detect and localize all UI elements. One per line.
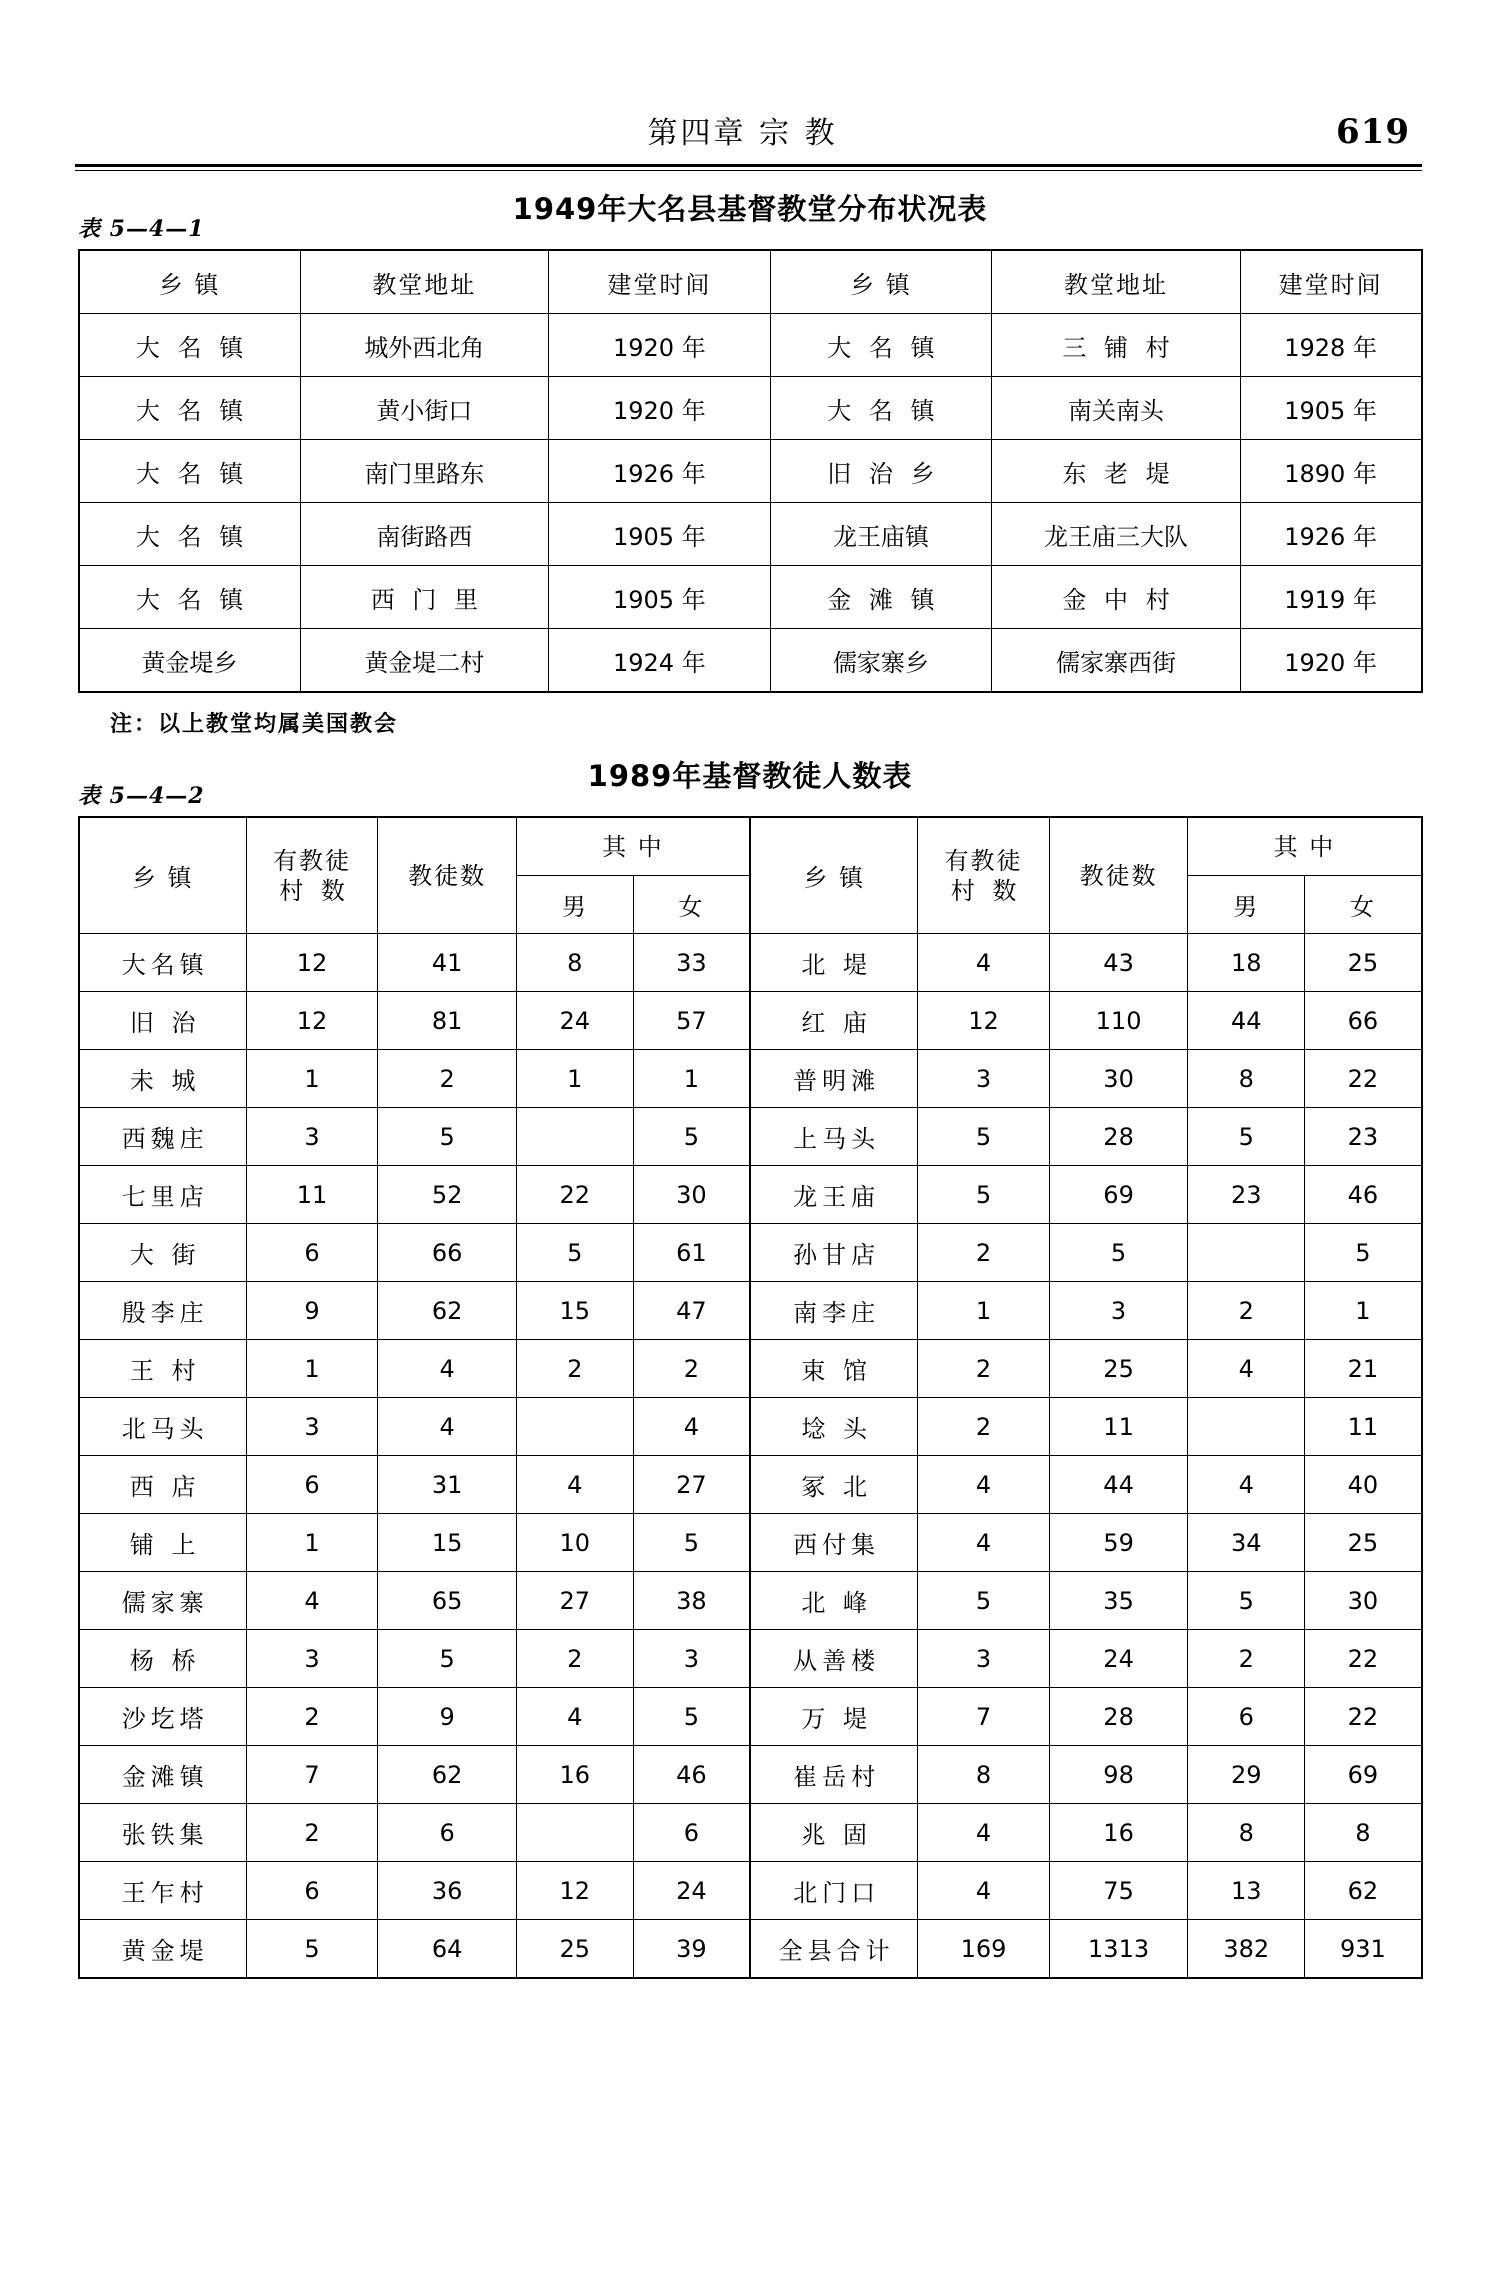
cell-town-right: 普明滩 (750, 1050, 918, 1108)
cell-male-right: 6 (1188, 1688, 1305, 1746)
col-town-1: 乡 镇 (79, 250, 301, 314)
cell-town-right: 北 峰 (750, 1572, 918, 1630)
cell-year-right: 1928 年 (1240, 314, 1421, 377)
cell-female-right: 11 (1305, 1398, 1422, 1456)
cell-town-left: 王乍村 (79, 1862, 247, 1920)
cell-believers-left: 31 (378, 1456, 517, 1514)
table-row (79, 1804, 1422, 1862)
cell-believers-left: 4 (378, 1398, 517, 1456)
cell-villages-left: 12 (246, 992, 377, 1050)
cell-male-right (1188, 1224, 1305, 1282)
cell-town-right: 大 名 镇 (770, 314, 992, 377)
table-row (79, 1108, 1422, 1166)
cell-villages-right: 5 (918, 1166, 1049, 1224)
cell-female-right: 22 (1305, 1630, 1422, 1688)
cell-female-left: 24 (633, 1862, 750, 1920)
cell-town-left: 西 店 (79, 1456, 247, 1514)
cell-male-right: 2 (1188, 1630, 1305, 1688)
cell-female-left: 39 (633, 1920, 750, 1979)
table-row (79, 1166, 1422, 1224)
cell-villages-left: 3 (246, 1108, 377, 1166)
cell-year-left: 1926 年 (549, 440, 771, 503)
cell-male-left: 4 (516, 1456, 633, 1514)
cell-believers-right: 44 (1049, 1456, 1188, 1514)
cell-villages-left: 6 (246, 1224, 377, 1282)
cell-villages-left: 1 (246, 1050, 377, 1108)
cell-female-left: 38 (633, 1572, 750, 1630)
cell-town-right: 龙王庙镇 (770, 503, 992, 566)
table-row (79, 1282, 1422, 1340)
cell-town-right: 束 馆 (750, 1340, 918, 1398)
header-divider (75, 164, 1422, 171)
cell-town-right: 冢 北 (750, 1456, 918, 1514)
table-row (79, 992, 1422, 1050)
cell-male-left: 1 (516, 1050, 633, 1108)
cell-believers-right: 69 (1049, 1166, 1188, 1224)
cell-year-left: 1905 年 (549, 503, 771, 566)
cell-villages-left: 3 (246, 1630, 377, 1688)
table-row (79, 440, 1422, 503)
cell-believers-right: 3 (1049, 1282, 1188, 1340)
cell-villages-left: 2 (246, 1804, 377, 1862)
cell-villages-right: 4 (918, 1862, 1049, 1920)
cell-believers-left: 81 (378, 992, 517, 1050)
cell-female-left: 46 (633, 1746, 750, 1804)
table-row (79, 314, 1422, 377)
cell-address-left: 黄金堤二村 (300, 629, 548, 693)
cell-believers-right: 59 (1049, 1514, 1188, 1572)
cell-address-left: 南门里路东 (300, 440, 548, 503)
table-1949-church-distribution (78, 249, 1423, 693)
cell-female-right: 1 (1305, 1282, 1422, 1340)
cell-town-right: 上马头 (750, 1108, 918, 1166)
cell-year-right: 1919 年 (1240, 566, 1421, 629)
cell-town-left: 旧 治 (79, 992, 247, 1050)
cell-believers-left: 66 (378, 1224, 517, 1282)
cell-town-right: 北门口 (750, 1862, 918, 1920)
table-header-row-top (79, 817, 1422, 876)
cell-villages-left: 11 (246, 1166, 377, 1224)
cell-villages-left: 9 (246, 1282, 377, 1340)
cell-believers-right: 16 (1049, 1804, 1188, 1862)
cell-villages-right: 5 (918, 1572, 1049, 1630)
cell-address-left: 黄小街口 (300, 377, 548, 440)
table-row (79, 1050, 1422, 1108)
cell-female-right: 62 (1305, 1862, 1422, 1920)
cell-year-right: 1890 年 (1240, 440, 1421, 503)
cell-villages-left: 2 (246, 1688, 377, 1746)
cell-male-right: 4 (1188, 1340, 1305, 1398)
cell-town-right: 大 名 镇 (770, 377, 992, 440)
cell-villages-left: 1 (246, 1514, 377, 1572)
cell-believers-right: 24 (1049, 1630, 1188, 1688)
cell-female-right: 22 (1305, 1688, 1422, 1746)
table-row (79, 1862, 1422, 1920)
table-row (79, 1456, 1422, 1514)
cell-male-right: 29 (1188, 1746, 1305, 1804)
cell-male-left: 8 (516, 934, 633, 992)
cell-town-left: 张铁集 (79, 1804, 247, 1862)
cell-address-right: 龙王庙三大队 (992, 503, 1240, 566)
cell-villages-right: 3 (918, 1050, 1049, 1108)
cell-villages-right: 8 (918, 1746, 1049, 1804)
cell-female-right: 21 (1305, 1340, 1422, 1398)
cell-town-left: 黄金堤乡 (79, 629, 301, 693)
cell-town-left: 西魏庄 (79, 1108, 247, 1166)
cell-believers-right: 28 (1049, 1108, 1188, 1166)
cell-male-left: 12 (516, 1862, 633, 1920)
cell-town-right: 从善楼 (750, 1630, 918, 1688)
cell-female-right: 69 (1305, 1746, 1422, 1804)
cell-female-left: 1 (633, 1050, 750, 1108)
cell-address-left: 南街路西 (300, 503, 548, 566)
cell-female-left: 6 (633, 1804, 750, 1862)
cell-female-right: 22 (1305, 1050, 1422, 1108)
cell-town-left: 北马头 (79, 1398, 247, 1456)
cell-male-left (516, 1108, 633, 1166)
cell-town-right: 埝 头 (750, 1398, 918, 1456)
cell-villages-left: 4 (246, 1572, 377, 1630)
cell-female-left: 47 (633, 1282, 750, 1340)
cell-male-left: 22 (516, 1166, 633, 1224)
cell-believers-right: 30 (1049, 1050, 1188, 1108)
cell-female-left: 5 (633, 1688, 750, 1746)
cell-believers-left: 6 (378, 1804, 517, 1862)
cell-believers-right: 110 (1049, 992, 1188, 1050)
cell-male-right: 5 (1188, 1572, 1305, 1630)
cell-believers-left: 62 (378, 1282, 517, 1340)
cell-believers-right: 28 (1049, 1688, 1188, 1746)
cell-believers-left: 65 (378, 1572, 517, 1630)
table-row (79, 629, 1422, 693)
col-believers-right: 教徒数 (1049, 817, 1188, 934)
cell-town-right: 万 堤 (750, 1688, 918, 1746)
cell-town-left: 大 街 (79, 1224, 247, 1282)
cell-town-left: 铺 上 (79, 1514, 247, 1572)
cell-villages-left: 12 (246, 934, 377, 992)
cell-address-right: 三 铺 村 (992, 314, 1240, 377)
cell-male-left (516, 1804, 633, 1862)
cell-address-right: 东 老 堤 (992, 440, 1240, 503)
cell-villages-right: 2 (918, 1340, 1049, 1398)
cell-female-left: 2 (633, 1340, 750, 1398)
cell-male-left: 4 (516, 1688, 633, 1746)
cell-believers-right: 98 (1049, 1746, 1188, 1804)
cell-town-left: 七里店 (79, 1166, 247, 1224)
col-town-left: 乡 镇 (79, 817, 247, 934)
cell-believers-right: 75 (1049, 1862, 1188, 1920)
cell-town-right: 兆 固 (750, 1804, 918, 1862)
table-header-row (79, 250, 1422, 314)
cell-villages-right: 3 (918, 1630, 1049, 1688)
table1-code: 表 5—4—1 (78, 216, 205, 242)
cell-believers-left: 64 (378, 1920, 517, 1979)
cell-male-left (516, 1398, 633, 1456)
cell-villages-right: 4 (918, 934, 1049, 992)
table-row (79, 1398, 1422, 1456)
cell-villages-right: 5 (918, 1108, 1049, 1166)
table-row (79, 1340, 1422, 1398)
table1-title: 1949年大名县基督教堂分布状况表 (512, 192, 988, 226)
cell-believers-left: 36 (378, 1862, 517, 1920)
cell-address-left: 城外西北角 (300, 314, 548, 377)
cell-female-left: 30 (633, 1166, 750, 1224)
cell-believers-left: 41 (378, 934, 517, 992)
cell-town-left: 沙圪塔 (79, 1688, 247, 1746)
cell-female-left: 5 (633, 1108, 750, 1166)
table-row (79, 1920, 1422, 1979)
cell-villages-right: 7 (918, 1688, 1049, 1746)
chapter-title: 第四章 宗 教 (647, 116, 838, 151)
cell-year-left: 1905 年 (549, 566, 771, 629)
table-row (79, 1224, 1422, 1282)
page-number: 619 (1336, 112, 1410, 152)
cell-villages-left: 6 (246, 1862, 377, 1920)
col-villages-left: 有教徒 村 数 (246, 817, 377, 934)
cell-town-left: 杨 桥 (79, 1630, 247, 1688)
col-year-2: 建堂时间 (1240, 250, 1421, 314)
col-among-right: 其 中 (1188, 817, 1422, 876)
cell-town-right: 红 庙 (750, 992, 918, 1050)
cell-town-right: 西付集 (750, 1514, 918, 1572)
table-row (79, 1514, 1422, 1572)
cell-villages-right: 12 (918, 992, 1049, 1050)
cell-female-right: 46 (1305, 1166, 1422, 1224)
cell-believers-right: 5 (1049, 1224, 1188, 1282)
cell-male-left: 2 (516, 1340, 633, 1398)
cell-town-left: 大 名 镇 (79, 314, 301, 377)
cell-believers-left: 62 (378, 1746, 517, 1804)
cell-town-left: 王 村 (79, 1340, 247, 1398)
cell-year-left: 1920 年 (549, 314, 771, 377)
col-among-left: 其 中 (516, 817, 750, 876)
cell-villages-left: 6 (246, 1456, 377, 1514)
cell-believers-left: 2 (378, 1050, 517, 1108)
cell-believers-right: 25 (1049, 1340, 1188, 1398)
cell-town-left: 殷李庄 (79, 1282, 247, 1340)
col-town-right: 乡 镇 (750, 817, 918, 934)
page-header (75, 0, 1410, 152)
table-row (79, 1572, 1422, 1630)
cell-female-left: 27 (633, 1456, 750, 1514)
cell-town-right: 龙王庙 (750, 1166, 918, 1224)
cell-town-right: 孙甘店 (750, 1224, 918, 1282)
cell-villages-right: 1 (918, 1282, 1049, 1340)
cell-believers-right: 1313 (1049, 1920, 1188, 1979)
cell-male-left: 25 (516, 1920, 633, 1979)
cell-address-left: 西 门 里 (300, 566, 548, 629)
cell-female-right: 25 (1305, 934, 1422, 992)
col-address-1: 教堂地址 (300, 250, 548, 314)
cell-female-right: 5 (1305, 1224, 1422, 1282)
cell-villages-right: 4 (918, 1804, 1049, 1862)
cell-male-right: 23 (1188, 1166, 1305, 1224)
cell-male-right: 44 (1188, 992, 1305, 1050)
cell-male-right (1188, 1398, 1305, 1456)
cell-male-right: 2 (1188, 1282, 1305, 1340)
cell-female-right: 25 (1305, 1514, 1422, 1572)
cell-year-right: 1905 年 (1240, 377, 1421, 440)
cell-male-right: 4 (1188, 1456, 1305, 1514)
cell-town-right: 全县合计 (750, 1920, 918, 1979)
cell-town-left: 大 名 镇 (79, 377, 301, 440)
col-male-left: 男 (516, 876, 633, 934)
cell-male-right: 382 (1188, 1920, 1305, 1979)
cell-villages-right: 169 (918, 1920, 1049, 1979)
cell-female-left: 61 (633, 1224, 750, 1282)
cell-villages-right: 2 (918, 1398, 1049, 1456)
table-row (79, 934, 1422, 992)
table-row (79, 503, 1422, 566)
cell-villages-right: 4 (918, 1456, 1049, 1514)
col-town-2: 乡 镇 (770, 250, 992, 314)
cell-male-left: 5 (516, 1224, 633, 1282)
cell-female-right: 40 (1305, 1456, 1422, 1514)
cell-male-left: 10 (516, 1514, 633, 1572)
cell-year-left: 1924 年 (549, 629, 771, 693)
cell-town-right: 金 滩 镇 (770, 566, 992, 629)
cell-male-left: 2 (516, 1630, 633, 1688)
cell-believers-left: 52 (378, 1166, 517, 1224)
cell-believers-right: 43 (1049, 934, 1188, 992)
table-row (79, 1746, 1422, 1804)
col-male-right: 男 (1188, 876, 1305, 934)
cell-town-left: 未 城 (79, 1050, 247, 1108)
col-villages-right: 有教徒 村 数 (918, 817, 1049, 934)
cell-town-left: 大 名 镇 (79, 503, 301, 566)
cell-female-right: 66 (1305, 992, 1422, 1050)
cell-male-left: 27 (516, 1572, 633, 1630)
cell-town-left: 金滩镇 (79, 1746, 247, 1804)
cell-believers-left: 15 (378, 1514, 517, 1572)
cell-believers-left: 9 (378, 1688, 517, 1746)
cell-villages-right: 4 (918, 1514, 1049, 1572)
cell-town-right: 旧 治 乡 (770, 440, 992, 503)
col-address-2: 教堂地址 (992, 250, 1240, 314)
cell-villages-left: 1 (246, 1340, 377, 1398)
col-female-right: 女 (1305, 876, 1422, 934)
cell-villages-left: 5 (246, 1920, 377, 1979)
cell-male-left: 16 (516, 1746, 633, 1804)
cell-female-right: 8 (1305, 1804, 1422, 1862)
cell-town-right: 南李庄 (750, 1282, 918, 1340)
col-year-1: 建堂时间 (549, 250, 771, 314)
cell-female-left: 57 (633, 992, 750, 1050)
table-row (79, 1688, 1422, 1746)
cell-male-right: 34 (1188, 1514, 1305, 1572)
cell-town-right: 儒家寨乡 (770, 629, 992, 693)
col-believers-left: 教徒数 (378, 817, 517, 934)
cell-female-right: 30 (1305, 1572, 1422, 1630)
cell-believers-left: 5 (378, 1108, 517, 1166)
cell-male-right: 8 (1188, 1050, 1305, 1108)
cell-address-right: 金 中 村 (992, 566, 1240, 629)
cell-female-left: 4 (633, 1398, 750, 1456)
cell-female-right: 23 (1305, 1108, 1422, 1166)
table-row (79, 377, 1422, 440)
cell-male-right: 18 (1188, 934, 1305, 992)
cell-male-right: 13 (1188, 1862, 1305, 1920)
table-row (79, 566, 1422, 629)
cell-villages-left: 7 (246, 1746, 377, 1804)
cell-male-right: 5 (1188, 1108, 1305, 1166)
table2-code: 表 5—4—2 (78, 783, 205, 809)
cell-town-right: 北 堤 (750, 934, 918, 992)
cell-female-left: 3 (633, 1630, 750, 1688)
cell-town-right: 崔岳村 (750, 1746, 918, 1804)
cell-male-left: 24 (516, 992, 633, 1050)
cell-believers-left: 4 (378, 1340, 517, 1398)
table-row (79, 1630, 1422, 1688)
table1-note: 注：以上教堂均属美国教会 (110, 712, 399, 737)
cell-town-left: 黄金堤 (79, 1920, 247, 1979)
cell-town-left: 儒家寨 (79, 1572, 247, 1630)
cell-female-left: 5 (633, 1514, 750, 1572)
cell-believers-right: 11 (1049, 1398, 1188, 1456)
cell-female-left: 33 (633, 934, 750, 992)
cell-villages-right: 2 (918, 1224, 1049, 1282)
cell-female-right: 931 (1305, 1920, 1422, 1979)
table-1989-believers-count (78, 816, 1423, 1979)
cell-male-right: 8 (1188, 1804, 1305, 1862)
cell-believers-left: 5 (378, 1630, 517, 1688)
cell-year-right: 1920 年 (1240, 629, 1421, 693)
cell-town-left: 大名镇 (79, 934, 247, 992)
cell-year-left: 1920 年 (549, 377, 771, 440)
cell-town-left: 大 名 镇 (79, 440, 301, 503)
col-female-left: 女 (633, 876, 750, 934)
cell-address-right: 儒家寨西街 (992, 629, 1240, 693)
cell-address-right: 南关南头 (992, 377, 1240, 440)
cell-villages-left: 3 (246, 1398, 377, 1456)
cell-believers-right: 35 (1049, 1572, 1188, 1630)
table2-title: 1989年基督教徒人数表 (587, 759, 913, 793)
cell-male-left: 15 (516, 1282, 633, 1340)
cell-town-left: 大 名 镇 (79, 566, 301, 629)
cell-year-right: 1926 年 (1240, 503, 1421, 566)
